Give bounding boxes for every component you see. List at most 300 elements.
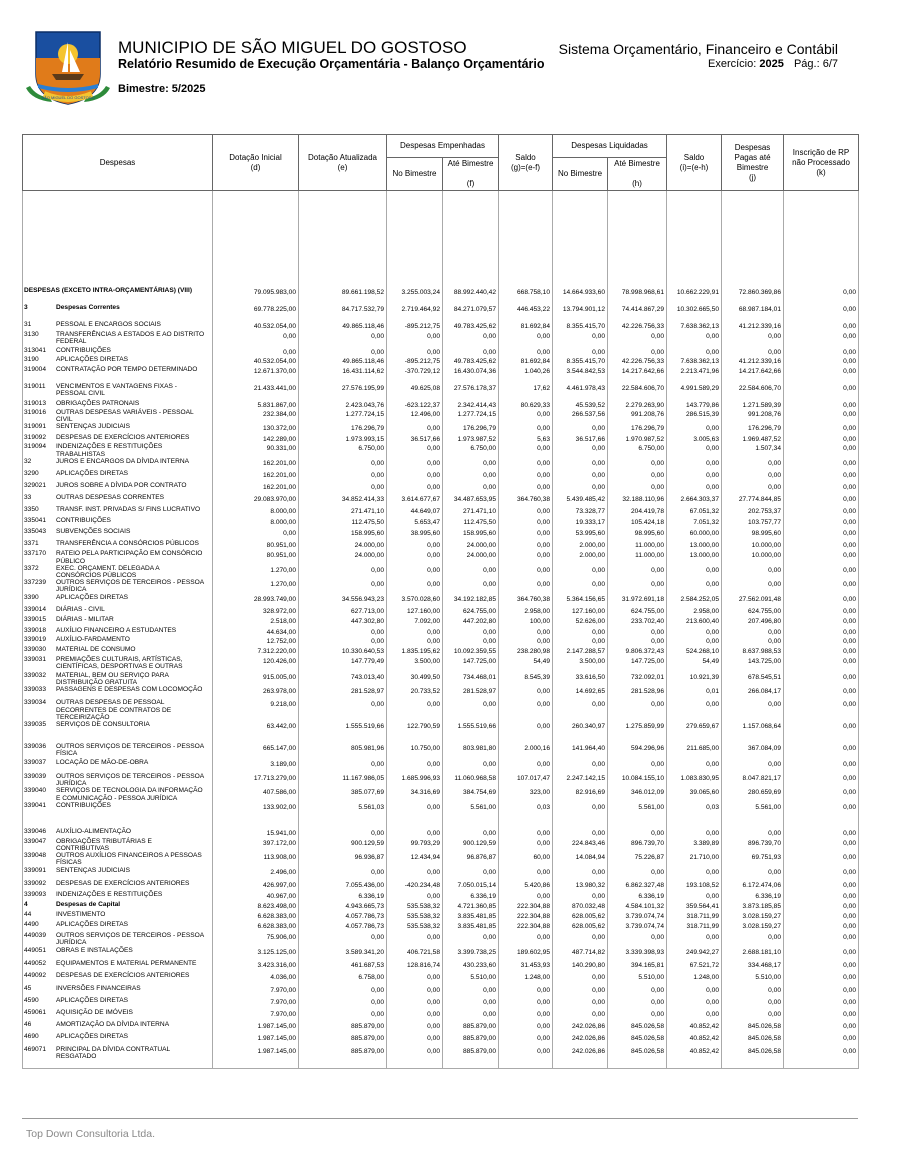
- table-row: [23, 287, 859, 304]
- cell-liquidadas-no-bimestre: 0,00: [553, 759, 608, 774]
- row-description: [23, 434, 213, 444]
- cell-empenhadas-ate-bimestre: 112.475,50: [443, 517, 499, 528]
- row-label: OUTRAS DESPESAS VARIÁVEIS - PESSOAL CIVIL: [56, 409, 194, 424]
- cell-dotacao-inicial: 1.987.145,00: [213, 1046, 299, 1060]
- row-code: 459061: [24, 1009, 47, 1017]
- table-body: [23, 191, 859, 1069]
- cell-empenhadas-no-bimestre: 406.721,58: [387, 947, 443, 960]
- cell-pagas: 3.028.159,27: [722, 911, 784, 922]
- cell-saldo: 0,00: [499, 409, 553, 423]
- row-label: DESPESAS DE EXERCÍCIOS ANTERIORES: [56, 433, 190, 441]
- cell-saldo-2: 10.302.665,50: [667, 304, 722, 321]
- cell-saldo-2: 0,00: [667, 470, 722, 482]
- cell-liquidadas-no-bimestre: 0,00: [553, 347, 608, 357]
- cell-saldo: 0,00: [499, 1033, 553, 1046]
- cell-rp: 0,00: [784, 470, 859, 482]
- cell-liquidadas-ate-bimestre: 10.084.155,10: [608, 773, 667, 787]
- cell-saldo: 0,00: [499, 721, 553, 743]
- row-code: 32: [24, 457, 32, 465]
- cell-dotacao-atualizada: 461.687,53: [299, 960, 387, 972]
- cell-dotacao-atualizada: 10.330.640,53: [299, 646, 387, 657]
- cell-empenhadas-no-bimestre: 127.160,00: [387, 606, 443, 617]
- row-description: [23, 997, 213, 1009]
- row-description: [23, 616, 213, 627]
- col-dotacao-atualizada: Dotação Atualizada (e): [299, 135, 387, 191]
- cell-liquidadas-ate-bimestre: 42.226.756,33: [608, 321, 667, 331]
- row-code: 335041: [24, 516, 47, 524]
- cell-rp: 0,00: [784, 579, 859, 593]
- table-row: [23, 434, 859, 444]
- cell-liquidadas-no-bimestre: 0,00: [553, 828, 608, 838]
- cell-empenhadas-ate-bimestre: 0,00: [443, 997, 499, 1009]
- cell-dotacao-atualizada: 271.471,10: [299, 506, 387, 517]
- cell-dotacao-atualizada: 3.589.341,20: [299, 947, 387, 960]
- row-code: 339031: [24, 656, 47, 664]
- cell-rp: 0,00: [784, 721, 859, 743]
- row-code: 449051: [24, 946, 47, 954]
- cell-empenhadas-ate-bimestre: 0,00: [443, 470, 499, 482]
- row-label: CONTRIBUIÇÕES: [56, 516, 111, 524]
- cell-liquidadas-ate-bimestre: 0,00: [608, 997, 667, 1009]
- cell-liquidadas-no-bimestre: 0,00: [553, 331, 608, 347]
- row-label: AUXÍLIO FINANCEIRO A ESTUDANTES: [56, 626, 177, 634]
- cell-empenhadas-no-bimestre: 0,00: [387, 891, 443, 902]
- cell-empenhadas-ate-bimestre: 2.342.414,43: [443, 400, 499, 410]
- row-label: JUROS SOBRE A DÍVIDA POR CONTRATO: [56, 481, 187, 489]
- cell-pagas: 845.026,58: [722, 1021, 784, 1033]
- cell-empenhadas-ate-bimestre: 0,00: [443, 699, 499, 721]
- table-row: [23, 867, 859, 881]
- cell-rp: 0,00: [784, 443, 859, 457]
- row-code: 339040: [24, 787, 47, 795]
- row-label: SENTENÇAS JUDICIAIS: [56, 866, 131, 874]
- table-row: [23, 921, 859, 932]
- cell-saldo-2: 0,01: [667, 686, 722, 699]
- cell-dotacao-atualizada: 24.000,00: [299, 540, 387, 551]
- cell-saldo-2: 40.852,42: [667, 1021, 722, 1033]
- cell-liquidadas-no-bimestre: 242.026,86: [553, 1021, 608, 1033]
- cell-empenhadas-no-bimestre: 34.316,69: [387, 787, 443, 801]
- cell-liquidadas-no-bimestre: 3.544.842,53: [553, 366, 608, 383]
- cell-empenhadas-ate-bimestre: 803.981,80: [443, 743, 499, 759]
- cell-rp: 0,00: [784, 880, 859, 891]
- cell-saldo-2: 524.268,10: [667, 646, 722, 657]
- row-code: 449052: [24, 959, 47, 967]
- cell-empenhadas-ate-bimestre: 5.510,00: [443, 972, 499, 986]
- row-description: [23, 646, 213, 657]
- cell-empenhadas-no-bimestre: 535.538,32: [387, 921, 443, 932]
- cell-dotacao-inicial: 40.532.054,00: [213, 356, 299, 366]
- table-row: [23, 321, 859, 331]
- cell-pagas: 845.026,58: [722, 1033, 784, 1046]
- cell-liquidadas-no-bimestre: 2.247.142,15: [553, 773, 608, 787]
- row-code: 33: [24, 493, 32, 501]
- table-row: [23, 616, 859, 627]
- cell-empenhadas-ate-bimestre: 3.835.481,85: [443, 921, 499, 932]
- table-row: [23, 383, 859, 400]
- cell-pagas: 0,00: [722, 1009, 784, 1021]
- cell-empenhadas-ate-bimestre: 5.561,00: [443, 802, 499, 828]
- cell-empenhadas-ate-bimestre: 88.992.440,42: [443, 287, 499, 304]
- cell-liquidadas-no-bimestre: 4.461.978,43: [553, 383, 608, 400]
- row-description: [23, 656, 213, 672]
- cell-empenhadas-ate-bimestre: 10.092.359,55: [443, 646, 499, 657]
- row-code: 3390: [24, 593, 39, 601]
- table-row: [23, 579, 859, 593]
- cell-pagas: 10.000,00: [722, 540, 784, 551]
- cell-pagas: 3.028.159,27: [722, 921, 784, 932]
- row-code: 313041: [24, 346, 47, 354]
- cell-dotacao-atualizada: 96.936,87: [299, 852, 387, 866]
- cell-liquidadas-no-bimestre: 8.355.415,70: [553, 321, 608, 331]
- cell-pagas: 8.637.988,53: [722, 646, 784, 657]
- cell-empenhadas-ate-bimestre: 6.336,19: [443, 891, 499, 902]
- row-description: [23, 400, 213, 410]
- row-description: [23, 579, 213, 593]
- cell-saldo: 222.304,88: [499, 921, 553, 932]
- row-code: 339037: [24, 758, 47, 766]
- row-description: [23, 852, 213, 866]
- cell-saldo: 0,00: [499, 867, 553, 881]
- cell-liquidadas-ate-bimestre: 74.414.867,29: [608, 304, 667, 321]
- cell-pagas: 280.659,69: [722, 787, 784, 801]
- row-description: [23, 594, 213, 606]
- system-name: Sistema Orçamentário, Financeiro e Contábil: [558, 41, 838, 57]
- table-row: [23, 606, 859, 617]
- cell-dotacao-atualizada: 84.717.532,79: [299, 304, 387, 321]
- cell-liquidadas-ate-bimestre: 0,00: [608, 331, 667, 347]
- row-label: PESSOAL E ENCARGOS SOCIAIS: [56, 321, 161, 328]
- cell-empenhadas-ate-bimestre: 0,00: [443, 867, 499, 881]
- cell-dotacao-inicial: 2.518,00: [213, 616, 299, 627]
- col-group-empenhadas: Despesas Empenhadas: [387, 135, 499, 158]
- row-description: [23, 528, 213, 540]
- cell-saldo-2: 0,00: [667, 828, 722, 838]
- cell-liquidadas-no-bimestre: 33.616,50: [553, 672, 608, 686]
- cell-rp: 0,00: [784, 867, 859, 881]
- cell-pagas: 14.217.642,66: [722, 366, 784, 383]
- cell-rp: 0,00: [784, 972, 859, 986]
- row-label: PASSAGENS E DESPESAS COM LOCOMOÇÃO: [56, 686, 203, 694]
- row-code: 319094: [24, 443, 47, 451]
- cell-liquidadas-ate-bimestre: 624.755,00: [608, 606, 667, 617]
- cell-saldo: 0,00: [499, 423, 553, 434]
- cell-empenhadas-ate-bimestre: 24.000,00: [443, 540, 499, 551]
- cell-empenhadas-no-bimestre: 0,00: [387, 867, 443, 881]
- row-description: [23, 838, 213, 852]
- row-description: [23, 960, 213, 972]
- table-row: [23, 458, 859, 470]
- table-row: [23, 672, 859, 686]
- cell-liquidadas-ate-bimestre: 14.217.642,66: [608, 366, 667, 383]
- table-row: [23, 494, 859, 506]
- table-row: [23, 743, 859, 759]
- row-code: 339014: [24, 605, 47, 613]
- row-code: 329021: [24, 481, 47, 489]
- cell-saldo-2: 10.662.229,91: [667, 287, 722, 304]
- row-code: 319091: [24, 423, 47, 431]
- row-code: 339015: [24, 616, 47, 624]
- cell-liquidadas-no-bimestre: 53.995,60: [553, 528, 608, 540]
- cell-empenhadas-ate-bimestre: 24.000,00: [443, 550, 499, 564]
- cell-saldo: 0,00: [499, 891, 553, 902]
- cell-rp: 0,00: [784, 627, 859, 637]
- cell-empenhadas-ate-bimestre: 96.876,87: [443, 852, 499, 866]
- cell-saldo: 31.453,93: [499, 960, 553, 972]
- cell-empenhadas-no-bimestre: 38.995,60: [387, 528, 443, 540]
- cell-empenhadas-ate-bimestre: 624.755,00: [443, 606, 499, 617]
- cell-liquidadas-ate-bimestre: 3.739.074,74: [608, 911, 667, 922]
- table-row: [23, 985, 859, 997]
- cell-saldo-2: 0,00: [667, 867, 722, 881]
- row-label: SENTENÇAS JUDICIAIS: [56, 423, 131, 431]
- cell-empenhadas-ate-bimestre: 16.430.074,36: [443, 366, 499, 383]
- row-label: LOCAÇÃO DE MÃO-DE-OBRA: [56, 758, 149, 766]
- cell-rp: 0,00: [784, 517, 859, 528]
- cell-liquidadas-ate-bimestre: 845.026,58: [608, 1033, 667, 1046]
- cell-liquidadas-no-bimestre: 0,00: [553, 997, 608, 1009]
- cell-rp: 0,00: [784, 901, 859, 911]
- cell-empenhadas-ate-bimestre: 6.750,00: [443, 443, 499, 457]
- cell-rp: 0,00: [784, 1021, 859, 1033]
- cell-saldo-2: 0,00: [667, 331, 722, 347]
- cell-empenhadas-ate-bimestre: 0,00: [443, 985, 499, 997]
- cell-pagas: 22.584.606,70: [722, 383, 784, 400]
- cell-dotacao-atualizada: 1.277.724,15: [299, 409, 387, 423]
- cell-liquidadas-no-bimestre: 0,00: [553, 867, 608, 881]
- cell-dotacao-inicial: 8.000,00: [213, 517, 299, 528]
- cell-dotacao-atualizada: 885.879,00: [299, 1033, 387, 1046]
- cell-saldo-2: 213.600,40: [667, 616, 722, 627]
- cell-empenhadas-ate-bimestre: 447.202,80: [443, 616, 499, 627]
- col-dotacao-inicial: Dotação Inicial (d): [213, 135, 299, 191]
- cell-dotacao-atualizada: 16.431.114,62: [299, 366, 387, 383]
- cell-liquidadas-ate-bimestre: 0,00: [608, 985, 667, 997]
- cell-liquidadas-no-bimestre: 2.147.288,57: [553, 646, 608, 657]
- cell-saldo-2: 279.659,67: [667, 721, 722, 743]
- cell-dotacao-inicial: 162.201,00: [213, 482, 299, 494]
- row-code: 3290: [24, 469, 39, 477]
- row-code: 319004: [24, 365, 47, 373]
- cell-liquidadas-ate-bimestre: 32.188.110,96: [608, 494, 667, 506]
- cell-dotacao-atualizada: 805.981,96: [299, 743, 387, 759]
- table-row: [23, 1033, 859, 1046]
- cell-dotacao-inicial: 0,00: [213, 528, 299, 540]
- cell-dotacao-atualizada: 0,00: [299, 627, 387, 637]
- row-code: 335043: [24, 527, 47, 535]
- cell-rp: 0,00: [784, 616, 859, 627]
- cell-pagas: 1.271.589,39: [722, 400, 784, 410]
- cell-rp: 0,00: [784, 985, 859, 997]
- cell-pagas: 2.688.181,10: [722, 947, 784, 960]
- cell-saldo: 323,00: [499, 787, 553, 801]
- cell-empenhadas-no-bimestre: 3.570.028,60: [387, 594, 443, 606]
- row-description: [23, 787, 213, 801]
- cell-saldo-2: 7.638.362,13: [667, 356, 722, 366]
- table-row: [23, 528, 859, 540]
- cell-rp: 0,00: [784, 356, 859, 366]
- row-label: AUXÍLIO-FARDAMENTO: [56, 636, 130, 644]
- cell-saldo-2: 39.065,60: [667, 787, 722, 801]
- cell-saldo: 81.692,84: [499, 356, 553, 366]
- cell-empenhadas-no-bimestre: 0,00: [387, 482, 443, 494]
- table-row: [23, 997, 859, 1009]
- cell-empenhadas-no-bimestre: 1.685.996,93: [387, 773, 443, 787]
- cell-rp: 0,00: [784, 331, 859, 347]
- row-code: 44: [24, 910, 32, 918]
- cell-saldo-2: 13.000,00: [667, 540, 722, 551]
- cell-saldo-2: 359.564,41: [667, 901, 722, 911]
- cell-dotacao-inicial: 44.634,00: [213, 627, 299, 637]
- cell-liquidadas-ate-bimestre: 22.584.606,70: [608, 383, 667, 400]
- cell-saldo-2: 0,00: [667, 985, 722, 997]
- col-liquidadas-no-bimestre: No Bimestre: [553, 158, 608, 191]
- row-code: 3371: [24, 539, 39, 547]
- row-label: INDENIZAÇÕES E RESTITUIÇÕES TRABALHISTAS: [56, 443, 163, 458]
- cell-liquidadas-ate-bimestre: 105.424,18: [608, 517, 667, 528]
- cell-rp: 0,00: [784, 528, 859, 540]
- row-label: OUTROS SERVIÇOS DE TERCEIROS - PESSOA JURÍDICA: [56, 932, 204, 947]
- cell-saldo-2: 2.664.303,37: [667, 494, 722, 506]
- cell-rp: 0,00: [784, 565, 859, 579]
- col-empenhadas-no-bimestre: No Bimestre: [387, 158, 443, 191]
- cell-saldo-2: 4.991.589,29: [667, 383, 722, 400]
- cell-empenhadas-no-bimestre: 49.625,08: [387, 383, 443, 400]
- row-label: APLICAÇÕES DIRETAS: [56, 997, 129, 1005]
- cell-pagas: 991.208,76: [722, 409, 784, 423]
- row-label: SUBVENÇÕES SOCIAIS: [56, 527, 131, 535]
- row-label: DESPESAS DE EXERCÍCIOS ANTERIORES: [56, 971, 190, 979]
- cell-dotacao-inicial: 6.628.383,00: [213, 921, 299, 932]
- cell-liquidadas-no-bimestre: 0,00: [553, 458, 608, 470]
- cell-saldo: 0,00: [499, 470, 553, 482]
- cell-rp: 0,00: [784, 921, 859, 932]
- cell-dotacao-atualizada: 4.943.665,73: [299, 901, 387, 911]
- table-row: [23, 400, 859, 410]
- cell-empenhadas-ate-bimestre: 1.555.519,66: [443, 721, 499, 743]
- row-description: [23, 606, 213, 617]
- cell-empenhadas-no-bimestre: 0,00: [387, 347, 443, 357]
- table-spacer-row: [23, 191, 859, 288]
- row-code: 339036: [24, 742, 47, 750]
- cell-dotacao-atualizada: 885.879,00: [299, 1046, 387, 1060]
- cell-dotacao-atualizada: 4.057.786,73: [299, 921, 387, 932]
- cell-rp: 0,00: [784, 434, 859, 444]
- cell-dotacao-atualizada: 885.879,00: [299, 1021, 387, 1033]
- cell-saldo: 364.760,38: [499, 594, 553, 606]
- cell-empenhadas-ate-bimestre: 885.879,00: [443, 1033, 499, 1046]
- row-code: 337170: [24, 550, 47, 558]
- cell-liquidadas-no-bimestre: 0,00: [553, 443, 608, 457]
- row-description: [23, 443, 213, 457]
- col-rp: Inscrição de RP não Processado (k): [784, 135, 859, 191]
- cell-empenhadas-ate-bimestre: 430.233,60: [443, 960, 499, 972]
- row-code: 339047: [24, 837, 47, 845]
- cell-empenhadas-no-bimestre: 3.500,00: [387, 656, 443, 672]
- cell-dotacao-atualizada: 0,00: [299, 636, 387, 646]
- row-label: CONTRIBUIÇÕES: [56, 801, 111, 809]
- cell-dotacao-atualizada: 6.758,00: [299, 972, 387, 986]
- cell-empenhadas-ate-bimestre: 3.835.481,85: [443, 911, 499, 922]
- cell-liquidadas-no-bimestre: 13.794.901,12: [553, 304, 608, 321]
- cell-empenhadas-ate-bimestre: 27.576.178,37: [443, 383, 499, 400]
- row-description: [23, 867, 213, 881]
- row-description: [23, 972, 213, 986]
- row-description: [23, 550, 213, 564]
- table-row: [23, 699, 859, 721]
- cell-liquidadas-ate-bimestre: 11.000,00: [608, 540, 667, 551]
- row-code: 339093: [24, 890, 47, 898]
- table-row: [23, 787, 859, 801]
- row-description: [23, 287, 213, 304]
- row-label: APLICAÇÕES DIRETAS: [56, 356, 129, 363]
- cell-liquidadas-no-bimestre: 224.843,46: [553, 838, 608, 852]
- row-label: CONTRATAÇÃO POR TEMPO DETERMINADO: [56, 365, 198, 373]
- cell-empenhadas-no-bimestre: 3.614.677,67: [387, 494, 443, 506]
- page-label: Pág.:: [793, 58, 820, 70]
- table-row: [23, 838, 859, 852]
- cell-saldo-2: 0,00: [667, 932, 722, 946]
- cell-dotacao-atualizada: 49.865.118,46: [299, 321, 387, 331]
- table-row: [23, 636, 859, 646]
- cell-empenhadas-no-bimestre: 0,00: [387, 443, 443, 457]
- cell-empenhadas-ate-bimestre: 0,00: [443, 636, 499, 646]
- table-row: [23, 565, 859, 579]
- cell-rp: 0,00: [784, 686, 859, 699]
- cell-liquidadas-no-bimestre: 73.328,77: [553, 506, 608, 517]
- cell-saldo: 0,00: [499, 1046, 553, 1060]
- cell-dotacao-inicial: 426.997,00: [213, 880, 299, 891]
- cell-dotacao-atualizada: 158.995,60: [299, 528, 387, 540]
- cell-liquidadas-no-bimestre: 3.500,00: [553, 656, 608, 672]
- row-code: 319092: [24, 433, 47, 441]
- row-description: [23, 947, 213, 960]
- cell-rp: 0,00: [784, 409, 859, 423]
- cell-pagas: 10.000,00: [722, 550, 784, 564]
- cell-saldo-2: 318.711,99: [667, 911, 722, 922]
- cell-empenhadas-ate-bimestre: 176.296,79: [443, 423, 499, 434]
- cell-liquidadas-no-bimestre: 0,00: [553, 891, 608, 902]
- cell-saldo-2: 193.108,52: [667, 880, 722, 891]
- cell-saldo: 364.760,38: [499, 494, 553, 506]
- cell-liquidadas-no-bimestre: 260.340,97: [553, 721, 608, 743]
- cell-dotacao-inicial: 120.426,00: [213, 656, 299, 672]
- row-description: [23, 828, 213, 838]
- table-row: [23, 331, 859, 347]
- cell-liquidadas-ate-bimestre: 346.012,09: [608, 787, 667, 801]
- cell-liquidadas-ate-bimestre: 896.739,70: [608, 838, 667, 852]
- row-description: [23, 743, 213, 759]
- cell-liquidadas-no-bimestre: 82.916,69: [553, 787, 608, 801]
- cell-rp: 0,00: [784, 1009, 859, 1021]
- cell-rp: 0,00: [784, 287, 859, 304]
- cell-empenhadas-ate-bimestre: 384.754,69: [443, 787, 499, 801]
- cell-liquidadas-ate-bimestre: 0,00: [608, 932, 667, 946]
- row-label: RATEIO PELA PARTICIPAÇÃO EM CONSÓRCIO PÚBLICO: [56, 550, 203, 565]
- row-label: OUTROS SERVIÇOS DE TERCEIROS - PESSOA FÍSICA: [56, 742, 204, 757]
- cell-liquidadas-no-bimestre: 0,00: [553, 932, 608, 946]
- cell-rp: 0,00: [784, 838, 859, 852]
- cell-liquidadas-no-bimestre: 0,00: [553, 972, 608, 986]
- cell-dotacao-inicial: 79.095.983,00: [213, 287, 299, 304]
- cell-rp: 0,00: [784, 347, 859, 357]
- row-label: AQUISIÇÃO DE IMÓVEIS: [56, 1009, 133, 1017]
- cell-dotacao-inicial: 7.312.220,00: [213, 646, 299, 657]
- cell-saldo: 0,00: [499, 565, 553, 579]
- cell-pagas: 1.507,34: [722, 443, 784, 457]
- cell-liquidadas-ate-bimestre: 3.739.074,74: [608, 921, 667, 932]
- row-code: 3: [24, 304, 28, 311]
